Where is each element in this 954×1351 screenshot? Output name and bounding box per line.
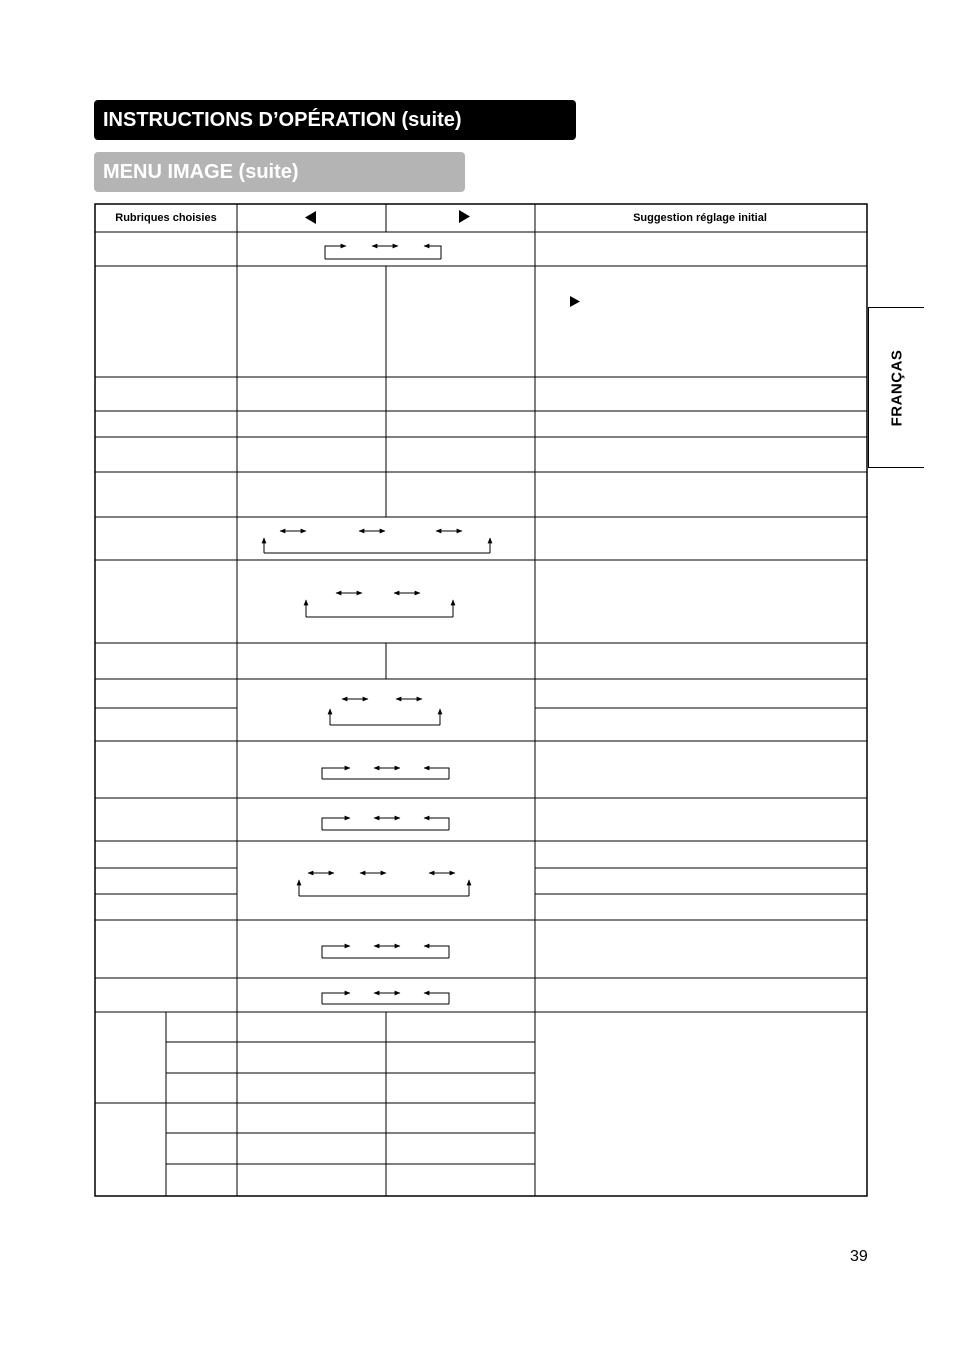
table-border	[95, 204, 867, 1196]
cycle-arrows-icon	[325, 246, 441, 259]
language-label: FRANÇAS	[888, 349, 905, 426]
cycle-arrows-icon	[264, 531, 490, 553]
page-number: 39	[850, 1248, 868, 1265]
cycle-arrows-icon	[322, 818, 449, 830]
section-title: INSTRUCTIONS D’OPÉRATION (suite)	[103, 109, 462, 131]
cycle-arrows-icon	[322, 946, 449, 958]
column-header-items: Rubriques choisies	[115, 212, 217, 224]
cycle-arrows-icon	[322, 993, 449, 1004]
left-triangle-icon	[305, 211, 316, 224]
table-gridlines	[95, 204, 867, 1196]
cycle-arrows-icon	[306, 593, 453, 617]
cycle-arrows-icon	[322, 768, 449, 779]
column-header-suggestion: Suggestion réglage initial	[633, 212, 767, 224]
right-triangle-icon	[459, 210, 470, 223]
subsection-title: MENU IMAGE (suite)	[103, 161, 299, 183]
cycle-arrows-icon	[299, 873, 469, 896]
cycle-arrows-icon	[330, 699, 440, 725]
right-triangle-icon	[570, 296, 580, 307]
